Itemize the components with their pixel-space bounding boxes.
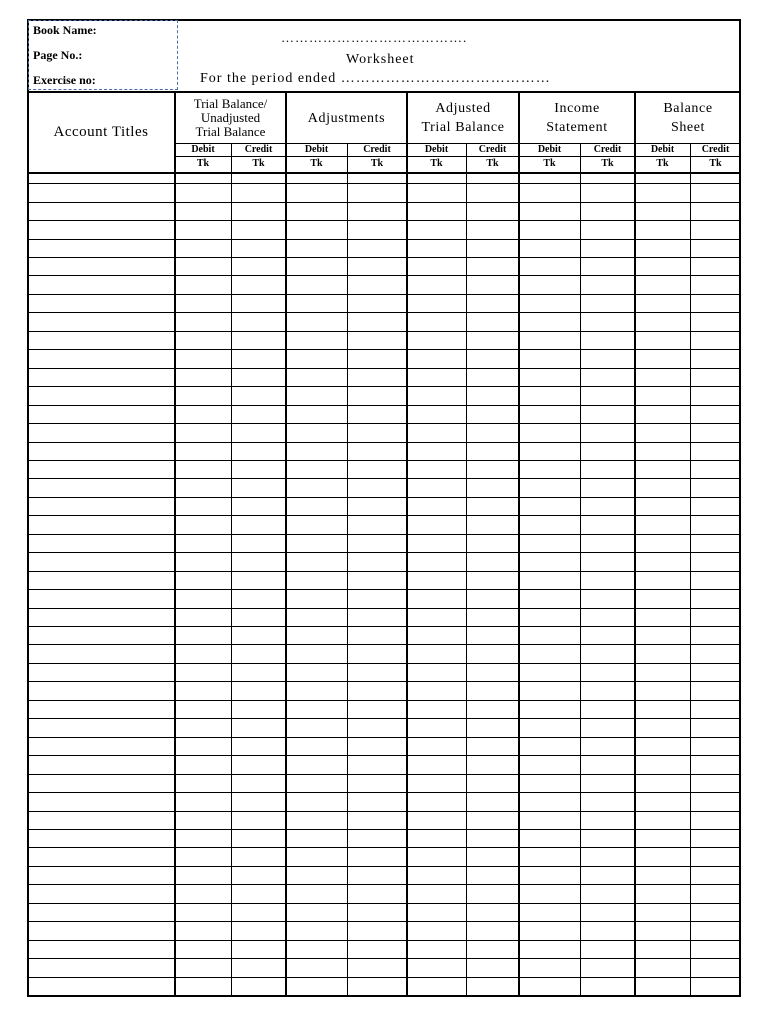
debit-credit-divider xyxy=(175,156,741,157)
table-row xyxy=(27,792,741,793)
debit-credit-column-divider-2 xyxy=(466,143,467,997)
table-row xyxy=(27,202,741,203)
table-row xyxy=(27,755,741,756)
table-row xyxy=(27,940,741,941)
currency-label: Tk xyxy=(543,158,556,169)
group-header-line: Sheet xyxy=(670,120,706,135)
group-header-2 xyxy=(407,99,519,137)
group-header-line: Trial Balance/ xyxy=(193,96,268,111)
group-header-line: Unadjusted xyxy=(200,110,261,125)
table-row xyxy=(27,644,741,645)
currency-label: Tk xyxy=(370,158,384,169)
group-border-1 xyxy=(285,91,287,997)
book-name-label: Book Name: xyxy=(33,23,97,37)
table-row xyxy=(27,405,741,406)
table-row xyxy=(27,811,741,812)
table-row xyxy=(27,718,741,719)
table-row xyxy=(27,257,741,258)
table-row xyxy=(27,958,741,959)
group-header-line: Statement xyxy=(546,120,608,135)
period-ended-line: For the period ended …………………………………… xyxy=(200,71,551,86)
currency-label: Tk xyxy=(709,158,722,169)
credit-label: Credit xyxy=(363,144,391,155)
table-row xyxy=(27,884,741,885)
table-row xyxy=(27,847,741,848)
group-border-0 xyxy=(174,91,176,997)
group-header-line: Adjusted xyxy=(435,101,491,116)
group-header-4 xyxy=(635,99,741,137)
table-row xyxy=(27,552,741,553)
table-row xyxy=(27,386,741,387)
currency-label: Tk xyxy=(430,158,443,169)
currency-label: Tk xyxy=(486,158,499,169)
table-row xyxy=(27,312,741,313)
table-row xyxy=(27,977,741,978)
group-header-line: Trial Balance xyxy=(195,124,266,139)
currency-label: Tk xyxy=(656,158,669,169)
group-header-line: Trial Balance xyxy=(421,120,505,135)
group-header-line: Balance xyxy=(663,101,713,116)
table-row xyxy=(27,515,741,516)
table-row xyxy=(27,774,741,775)
account-titles-header: Account Titles xyxy=(53,124,149,140)
table-row xyxy=(27,220,741,221)
table-row xyxy=(27,534,741,535)
exercise-no-label: Exercise no: xyxy=(33,73,96,87)
group-header-line: Adjustments xyxy=(307,110,386,126)
table-row xyxy=(27,700,741,701)
debit-credit-column-divider-1 xyxy=(347,143,348,997)
currency-label: Tk xyxy=(252,158,265,169)
currency-label: Tk xyxy=(310,158,323,169)
info-box xyxy=(28,20,178,90)
group-header-3 xyxy=(519,99,635,137)
table-row xyxy=(27,368,741,369)
currency-label: Tk xyxy=(196,158,210,169)
credit-label: Credit xyxy=(701,144,730,155)
group-border-2 xyxy=(406,91,408,997)
debit-credit-column-divider-4 xyxy=(690,143,691,997)
table-row xyxy=(27,866,741,867)
table-row xyxy=(27,497,741,498)
table-row xyxy=(27,442,741,443)
debit-credit-column-divider-3 xyxy=(580,143,581,997)
debit-label: Debit xyxy=(304,144,329,155)
table-row xyxy=(27,903,741,904)
table-row xyxy=(27,921,741,922)
credit-label: Credit xyxy=(244,144,273,155)
debit-label: Debit xyxy=(191,144,215,155)
table-row xyxy=(27,608,741,609)
credit-label: Credit xyxy=(593,144,622,155)
table-row xyxy=(27,294,741,295)
group-border-4 xyxy=(634,91,636,997)
table-row xyxy=(27,275,741,276)
table-row xyxy=(27,589,741,590)
currency-label: Tk xyxy=(601,158,614,169)
table-row xyxy=(27,626,741,627)
page-no-label: Page No.: xyxy=(33,48,83,62)
table-row xyxy=(27,571,741,572)
group-header-1 xyxy=(286,109,407,128)
debit-label: Debit xyxy=(537,144,562,155)
table-row xyxy=(27,737,741,738)
title-dotted-line: …………………………………. xyxy=(281,30,468,45)
debit-label: Debit xyxy=(650,144,675,155)
table-row xyxy=(27,460,741,461)
debit-credit-column-divider-0 xyxy=(231,143,232,997)
table-row xyxy=(27,349,741,350)
credit-label: Credit xyxy=(478,144,507,155)
table-row xyxy=(27,829,741,830)
group-header-0 xyxy=(175,97,286,139)
group-header-line: Income xyxy=(554,101,600,116)
table-row xyxy=(27,681,741,682)
table-row xyxy=(27,423,741,424)
table-row xyxy=(27,663,741,664)
table-row xyxy=(27,478,741,479)
debit-label: Debit xyxy=(424,144,449,155)
table-row xyxy=(27,239,741,240)
group-border-3 xyxy=(518,91,520,997)
worksheet-title: Worksheet xyxy=(346,52,415,67)
table-row xyxy=(27,331,741,332)
table-row xyxy=(27,183,741,184)
